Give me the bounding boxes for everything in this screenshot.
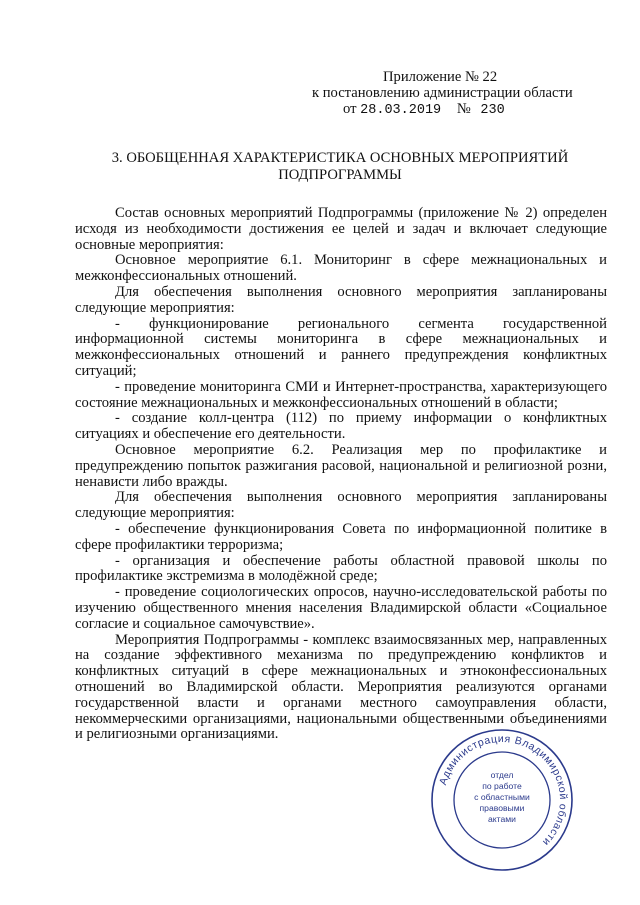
list-item: - проведение социологических опросов, научно-исследовательской работы по изучению общественного мнения населения Владимирской области «Социальное согласие и социальное самочувствие». xyxy=(75,584,607,632)
paragraph: Для обеспечения выполнения основного мероприятия запланированы следующие мероприятия: xyxy=(75,283,607,316)
section-title xyxy=(60,150,620,184)
paragraph: Состав основных мероприятий Подпрограммы (приложение № 2) определен исходя из необходимости достижения ее целей и задач и включает следующие основные мероприятия: xyxy=(75,205,607,253)
list-item: - организация и обеспечение работы областной правовой школы по профилактике экстремизма в молодёжной среде; xyxy=(75,552,607,585)
paragraph: Основное мероприятие 6.1. Мониторинг в сфере межнациональных и межконфессиональных отношений. xyxy=(75,252,607,285)
decree-number: 230 xyxy=(480,103,505,118)
number-sign: № xyxy=(456,101,471,117)
decree-date: 28.03.2019 xyxy=(360,103,442,118)
paragraph: Для обеспечения выполнения основного мероприятия запланированы следующие мероприятия: xyxy=(75,489,607,522)
section-title-line-1: 3. ОБОБЩЕННАЯ ХАРАКТЕРИСТИКА ОСНОВНЫХ МЕРОПРИЯТИЙ xyxy=(111,150,569,166)
list-item: - создание колл-центра (112) по приему информации о конфликтных ситуациях и обеспечение его деятельности. xyxy=(75,410,607,443)
stamp-center-line: отдел xyxy=(490,770,514,780)
list-item: - проведение мониторинга СМИ и Интернет-пространства, характеризующего состояние межнациональных и межконфессиональных отношений в области; xyxy=(75,378,607,411)
stamp-center-line: правовыми xyxy=(479,803,525,813)
paragraph: Мероприятия Подпрограммы - комплекс взаимосвязанных мер, направленных на создание эффективного механизма по предупреждению конфликтов и конфликтных ситуаций в сфере межнациональных и этноконфессиональных отношений во Владимирской области. Мероприятия реализуются органами государственной власти и органами местного самоуправления области, некоммерческими организациями, национальными общественными объединениями и религиозными организациями. xyxy=(75,631,607,743)
appendix-date-line xyxy=(343,102,505,119)
section-title-line-2: ПОДПРОГРАММЫ xyxy=(278,167,402,183)
stamp-center-line: с областными xyxy=(474,792,530,802)
appendix-number: Приложение № 22 xyxy=(383,69,498,85)
stamp-ring-text: Администрация Владимирской области xyxy=(437,732,570,849)
list-item: - обеспечение функционирования Совета по информационной политике в сфере профилактики терроризма; xyxy=(75,520,607,553)
stamp-center-text xyxy=(474,770,530,824)
stamp-center-line: по работе xyxy=(482,781,522,791)
document-body xyxy=(75,206,607,743)
stamp-center-line: актами xyxy=(488,814,516,824)
list-item: - функционирование регионального сегмента государственной информационной системы мониторинга в сфере межнациональных и межконфессиональных отношений и раннего предупреждения конфликтных ситуаций; xyxy=(75,315,607,379)
appendix-reference: к постановлению администрации области xyxy=(312,85,573,101)
official-stamp xyxy=(428,726,576,874)
paragraph: Основное мероприятие 6.2. Реализация мер по профилактике и предупреждению попыток разжигания расовой, национальной и религиозной розни, ненависти либо вражды. xyxy=(75,441,607,490)
date-prefix: от xyxy=(343,101,357,117)
